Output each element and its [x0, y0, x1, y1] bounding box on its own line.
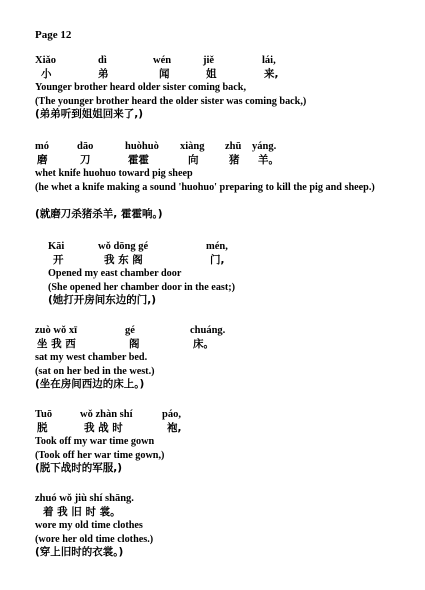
pinyin-word: páo,	[162, 409, 181, 420]
hanzi-word: 来,	[264, 67, 279, 80]
hanzi-word: 开	[53, 253, 64, 266]
hanzi-word: 刀	[80, 153, 91, 166]
pinyin-word: Xiǎo	[35, 55, 56, 66]
hanzi-word: 霍霍	[128, 153, 149, 166]
pinyin-word: lái,	[262, 55, 276, 66]
hanzi-word: 闻	[159, 67, 170, 80]
english-translation: (Took off her war time gown,)	[35, 449, 165, 461]
english-gloss: whet knife huohuo toward pig sheep	[35, 168, 193, 179]
pinyin-line	[0, 408, 425, 422]
chinese-note: (坐在房间西边的床上。)	[35, 378, 145, 390]
page-number: Page 12	[35, 29, 72, 41]
chinese-note: (就磨刀杀猪杀羊, 霍霍响。)	[35, 207, 163, 220]
hanzi-word: 坐 我 西	[37, 337, 76, 350]
hanzi-line	[0, 254, 425, 268]
english-translation: (sat on her bed in the west.)	[35, 365, 155, 377]
stanza-5	[0, 408, 425, 476]
hanzi-line	[0, 338, 425, 352]
pinyin-word: zhū	[225, 141, 242, 152]
hanzi-word: 羊。	[258, 153, 279, 166]
chinese-note: (穿上旧时的衣裳。)	[35, 546, 124, 558]
hanzi-word: 弟	[98, 67, 109, 80]
hanzi-line	[0, 422, 425, 436]
english-translation: (The younger brother heard the older sister was coming back,)	[35, 95, 307, 107]
pinyin-word: xiàng	[180, 141, 205, 152]
hanzi-word: 着 我 旧 时 裳。	[43, 505, 121, 518]
hanzi-word: 磨	[37, 153, 48, 166]
chinese-note: (弟弟听到姐姐回来了,)	[35, 108, 144, 120]
pinyin-word: zuò wǒ xī	[35, 325, 77, 336]
pinyin-word: wǒ dōng gé	[98, 241, 149, 252]
hanzi-line	[0, 68, 425, 82]
english-gloss: Younger brother heard older sister coming back,	[35, 82, 247, 93]
pinyin-line	[0, 140, 425, 154]
pinyin-line	[0, 324, 425, 338]
pinyin-line	[0, 240, 425, 254]
english-translation: (wore her old time clothes.)	[35, 533, 154, 545]
english-gloss: sat my west chamber bed.	[35, 352, 148, 363]
hanzi-word: 脱	[37, 421, 48, 434]
english-gloss: Opened my east chamber door	[48, 268, 182, 279]
pinyin-word: gé	[125, 325, 135, 336]
chinese-note: (脱下战时的军服,)	[35, 462, 123, 474]
hanzi-word: 阁	[129, 337, 140, 350]
stanza-6	[0, 492, 425, 560]
pinyin-word: Kāi	[48, 241, 65, 252]
stanza-4	[0, 324, 425, 392]
pinyin-word: wén	[153, 55, 172, 66]
pinyin-line	[0, 492, 425, 506]
hanzi-line	[0, 154, 425, 168]
pinyin-word: mén,	[206, 241, 228, 252]
english-gloss: Took off my war time gown	[35, 436, 155, 447]
pinyin-line	[0, 54, 425, 68]
pinyin-word: wǒ zhàn shí	[80, 409, 133, 420]
stanza-3	[0, 240, 425, 308]
hanzi-word: 袍,	[167, 421, 182, 434]
pinyin-word: dāo	[77, 141, 94, 152]
hanzi-word: 向	[188, 153, 199, 166]
pinyin-word: chuáng.	[190, 325, 226, 336]
hanzi-word: 我 战 时	[84, 421, 123, 434]
stanza-2	[0, 140, 425, 221]
pinyin-word: jiě	[203, 55, 215, 66]
stanza-1	[0, 54, 425, 122]
pinyin-word: yáng.	[252, 141, 277, 152]
english-translation: (he whet a knife making a sound 'huohuo' preparing to kill the pig and sheep.)	[35, 181, 375, 193]
hanzi-word: 姐	[206, 67, 217, 80]
hanzi-line	[0, 506, 425, 520]
hanzi-word: 猪	[229, 153, 240, 166]
english-gloss: wore my old time clothes	[35, 520, 143, 531]
pinyin-word: zhuó wǒ jiù shí shāng.	[35, 493, 134, 504]
hanzi-word: 我 东 阁	[104, 253, 143, 266]
english-translation: (She opened her chamber door in the east;)	[48, 281, 236, 293]
chinese-note: (她打开房间东边的门,)	[48, 294, 157, 306]
hanzi-word: 床。	[193, 337, 214, 350]
pinyin-word: Tuō	[35, 409, 53, 420]
pinyin-word: dì	[98, 55, 107, 66]
pinyin-word: huòhuò	[125, 141, 159, 152]
hanzi-word: 门,	[210, 253, 225, 266]
hanzi-word: 小	[41, 67, 52, 80]
pinyin-word: mó	[35, 141, 49, 152]
